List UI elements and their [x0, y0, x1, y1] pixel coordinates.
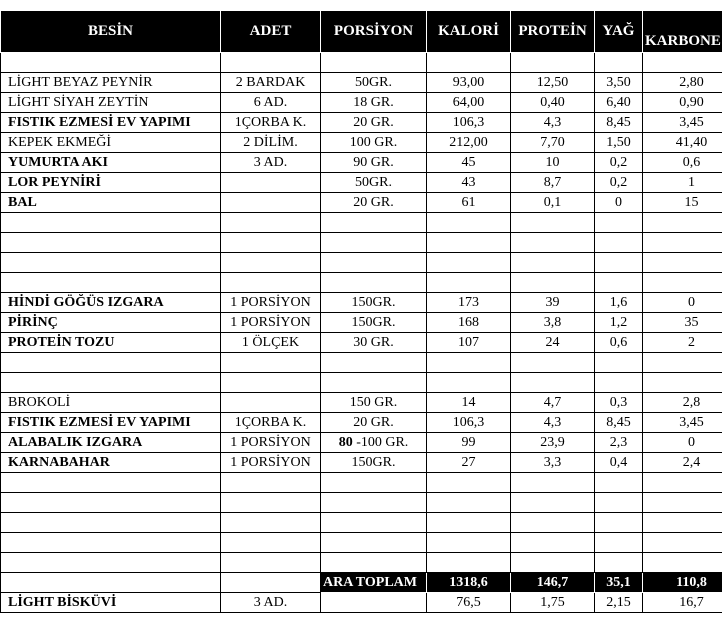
empty-cell: [643, 213, 722, 233]
empty-cell: [1, 493, 221, 513]
empty-cell: [321, 233, 427, 253]
food-kalori: 43: [427, 173, 511, 193]
food-karb: 3,45: [643, 113, 722, 133]
food-karb: 0,90: [643, 93, 722, 113]
food-protein: 23,9: [511, 433, 595, 453]
food-kalori: 76,5: [427, 593, 511, 613]
empty-cell: [511, 213, 595, 233]
food-porsiyon: 20 GR.: [321, 113, 427, 133]
food-adet: [221, 173, 321, 193]
food-yag: 1,6: [595, 293, 643, 313]
empty-cell: [321, 473, 427, 493]
header-protein: PROTEİN: [511, 11, 595, 53]
subtotal-kalori: 1318,6: [427, 573, 511, 593]
empty-cell: [321, 513, 427, 533]
empty-cell: [427, 253, 511, 273]
subtotal-protein: 146,7: [511, 573, 595, 593]
empty-cell: [221, 533, 321, 553]
food-protein: 4,3: [511, 113, 595, 133]
empty-cell: [221, 373, 321, 393]
empty-cell: [595, 53, 643, 73]
food-adet: 2 DİLİM.: [221, 133, 321, 153]
food-porsiyon: 100 GR.: [321, 133, 427, 153]
food-porsiyon: 90 GR.: [321, 153, 427, 173]
food-karb: 3,45: [643, 413, 722, 433]
empty-cell: [321, 533, 427, 553]
empty-cell: [511, 533, 595, 553]
subtotal-row: [1, 573, 722, 593]
food-adet: 3 AD.: [221, 593, 321, 613]
empty-cell: [221, 53, 321, 73]
food-kalori: 93,00: [427, 73, 511, 93]
food-adet: [221, 393, 321, 413]
empty-cell: [595, 533, 643, 553]
food-karb: 16,7: [643, 593, 722, 613]
empty-cell: [427, 53, 511, 73]
food-name: PİRİNÇ: [1, 313, 221, 333]
food-protein: 3,8: [511, 313, 595, 333]
table-row: [1, 133, 722, 153]
food-name: LİGHT BİSKÜVİ: [1, 593, 221, 613]
food-kalori: 106,3: [427, 113, 511, 133]
food-protein: 24: [511, 333, 595, 353]
food-adet: [221, 193, 321, 213]
table-row: [1, 453, 722, 473]
food-porsiyon: 150 GR.: [321, 393, 427, 413]
blank-row: [1, 253, 722, 273]
empty-cell: [511, 473, 595, 493]
food-name: BAL: [1, 193, 221, 213]
empty-cell: [427, 373, 511, 393]
header-adet: ADET: [221, 11, 321, 53]
empty-cell: [643, 553, 722, 573]
food-yag: 0: [595, 193, 643, 213]
porsiyon-bold-part: 80: [338, 435, 353, 450]
header-yag: YAĞ: [595, 11, 643, 53]
food-yag: 2,15: [595, 593, 643, 613]
table-row: [1, 393, 722, 413]
empty-cell: [321, 353, 427, 373]
empty-cell: [321, 253, 427, 273]
food-adet: 6 AD.: [221, 93, 321, 113]
food-protein: 0,1: [511, 193, 595, 213]
empty-cell: [643, 253, 722, 273]
table-row: [1, 173, 722, 193]
blank-row: [1, 273, 722, 293]
food-karb: 0: [643, 433, 722, 453]
empty-cell: [1, 473, 221, 493]
food-name: LİGHT SİYAH ZEYTİN: [1, 93, 221, 113]
empty-cell: [595, 373, 643, 393]
blank-row: [1, 373, 722, 393]
blank-row: [1, 533, 722, 553]
food-kalori: 45: [427, 153, 511, 173]
food-porsiyon: 20 GR.: [321, 413, 427, 433]
empty-cell: [321, 373, 427, 393]
food-yag: 0,6: [595, 333, 643, 353]
food-porsiyon: 18 GR.: [321, 93, 427, 113]
empty-cell: [595, 213, 643, 233]
subtotal-karb: 110,8: [643, 573, 722, 593]
empty-cell: [1, 553, 221, 573]
empty-cell: [1, 213, 221, 233]
food-karb: 41,40: [643, 133, 722, 153]
food-yag: 0,2: [595, 173, 643, 193]
food-adet: 1ÇORBA K.: [221, 413, 321, 433]
food-adet: 1 PORSİYON: [221, 313, 321, 333]
food-kalori: 27: [427, 453, 511, 473]
empty-cell: [511, 253, 595, 273]
food-yag: 6,40: [595, 93, 643, 113]
empty-cell: [595, 253, 643, 273]
food-karb: 2,4: [643, 453, 722, 473]
food-name: LOR PEYNİRİ: [1, 173, 221, 193]
food-protein: 10: [511, 153, 595, 173]
food-karb: 0: [643, 293, 722, 313]
empty-cell: [643, 233, 722, 253]
food-yag: 1,2: [595, 313, 643, 333]
food-name: YUMURTA AKI: [1, 153, 221, 173]
empty-cell: [1, 513, 221, 533]
food-karb: 1: [643, 173, 722, 193]
empty-cell: [643, 273, 722, 293]
empty-cell: [595, 473, 643, 493]
food-porsiyon: 150GR.: [321, 293, 427, 313]
empty-cell: [321, 213, 427, 233]
food-yag: 8,45: [595, 113, 643, 133]
food-kalori: 64,00: [427, 93, 511, 113]
food-porsiyon: [321, 433, 427, 453]
table-row: [1, 433, 722, 453]
food-adet: 1 PORSİYON: [221, 293, 321, 313]
empty-cell: [511, 273, 595, 293]
food-name: FISTIK EZMESİ EV YAPIMI: [1, 413, 221, 433]
empty-cell: [427, 493, 511, 513]
empty-cell: [595, 553, 643, 573]
empty-cell: [321, 493, 427, 513]
table-body: [1, 53, 722, 613]
food-protein: 4,7: [511, 393, 595, 413]
food-karb: 0,6: [643, 153, 722, 173]
empty-cell: [321, 553, 427, 573]
food-protein: 0,40: [511, 93, 595, 113]
empty-cell: [511, 353, 595, 373]
food-kalori: 106,3: [427, 413, 511, 433]
empty-cell: [595, 233, 643, 253]
empty-cell: [511, 553, 595, 573]
empty-cell: [427, 233, 511, 253]
food-adet: 1 ÖLÇEK: [221, 333, 321, 353]
empty-cell: [221, 233, 321, 253]
food-protein: 8,7: [511, 173, 595, 193]
food-yag: 0,2: [595, 153, 643, 173]
empty-cell: [427, 533, 511, 553]
empty-cell: [511, 233, 595, 253]
food-protein: 12,50: [511, 73, 595, 93]
empty-cell: [643, 373, 722, 393]
empty-cell: [427, 213, 511, 233]
food-adet: 3 AD.: [221, 153, 321, 173]
food-kalori: 168: [427, 313, 511, 333]
food-porsiyon: 30 GR.: [321, 333, 427, 353]
food-name: BROKOLİ: [1, 393, 221, 413]
food-adet: 1 PORSİYON: [221, 453, 321, 473]
empty-cell: [643, 533, 722, 553]
empty-cell: [1, 533, 221, 553]
empty-cell: [643, 353, 722, 373]
header-besin: BESİN: [1, 11, 221, 53]
empty-cell: [221, 493, 321, 513]
food-yag: 0,3: [595, 393, 643, 413]
food-kalori: 61: [427, 193, 511, 213]
food-porsiyon: 150GR.: [321, 453, 427, 473]
blank-row: [1, 493, 722, 513]
food-karb: 15: [643, 193, 722, 213]
empty-cell: [221, 253, 321, 273]
food-protein: 1,75: [511, 593, 595, 613]
food-kalori: 212,00: [427, 133, 511, 153]
empty-cell: [1, 53, 221, 73]
header-row: [1, 11, 722, 53]
food-name: LİGHT BEYAZ PEYNİR: [1, 73, 221, 93]
food-adet: 1 PORSİYON: [221, 433, 321, 453]
header-karbonhidrat: KARBONE: [643, 11, 722, 53]
table-row: [1, 593, 722, 613]
food-protein: 4,3: [511, 413, 595, 433]
empty-cell: [321, 273, 427, 293]
empty-cell: [427, 353, 511, 373]
header-porsiyon: PORSİYON: [321, 11, 427, 53]
table-row: [1, 113, 722, 133]
empty-cell: [643, 473, 722, 493]
empty-cell: [221, 513, 321, 533]
food-karb: 2: [643, 333, 722, 353]
nutrition-table: [0, 10, 722, 613]
empty-cell: [643, 513, 722, 533]
empty-cell: [511, 513, 595, 533]
blank-row: [1, 353, 722, 373]
table-row: [1, 153, 722, 173]
food-protein: 7,70: [511, 133, 595, 153]
empty-cell: [221, 353, 321, 373]
empty-cell: [1, 373, 221, 393]
empty-cell: [221, 573, 321, 593]
food-karb: 35: [643, 313, 722, 333]
food-name: FISTIK EZMESİ EV YAPIMI: [1, 113, 221, 133]
food-name: PROTEİN TOZU: [1, 333, 221, 353]
empty-cell: [511, 493, 595, 513]
food-porsiyon: 50GR.: [321, 173, 427, 193]
blank-row: [1, 53, 722, 73]
blank-row: [1, 473, 722, 493]
empty-cell: [1, 233, 221, 253]
food-adet: 2 BARDAK: [221, 73, 321, 93]
empty-cell: [511, 53, 595, 73]
empty-cell: [643, 493, 722, 513]
empty-cell: [595, 353, 643, 373]
empty-cell: [221, 273, 321, 293]
food-porsiyon: [321, 593, 427, 613]
food-karb: 2,8: [643, 393, 722, 413]
empty-cell: [427, 513, 511, 533]
empty-cell: [595, 513, 643, 533]
food-karb: 2,80: [643, 73, 722, 93]
subtotal-label: ARA TOPLAM: [321, 573, 427, 593]
table-row: [1, 193, 722, 213]
blank-row: [1, 513, 722, 533]
table-row: [1, 313, 722, 333]
food-yag: 8,45: [595, 413, 643, 433]
food-yag: 1,50: [595, 133, 643, 153]
empty-cell: [1, 253, 221, 273]
food-kalori: 99: [427, 433, 511, 453]
empty-cell: [221, 553, 321, 573]
empty-cell: [427, 553, 511, 573]
food-yag: 3,50: [595, 73, 643, 93]
empty-cell: [427, 473, 511, 493]
table-row: [1, 413, 722, 433]
empty-cell: [595, 493, 643, 513]
food-kalori: 107: [427, 333, 511, 353]
food-protein: 3,3: [511, 453, 595, 473]
empty-cell: [427, 273, 511, 293]
food-name: ALABALIK IZGARA: [1, 433, 221, 453]
food-yag: 0,4: [595, 453, 643, 473]
subtotal-yag: 35,1: [595, 573, 643, 593]
empty-cell: [221, 473, 321, 493]
blank-row: [1, 213, 722, 233]
food-yag: 2,3: [595, 433, 643, 453]
table-row: [1, 73, 722, 93]
food-porsiyon: 20 GR.: [321, 193, 427, 213]
table-row: [1, 93, 722, 113]
empty-cell: [1, 273, 221, 293]
food-kalori: 14: [427, 393, 511, 413]
porsiyon-rest-part: -100 GR.: [352, 435, 409, 450]
blank-row: [1, 553, 722, 573]
food-name: HİNDİ GÖĞÜS IZGARA: [1, 293, 221, 313]
food-kalori: 173: [427, 293, 511, 313]
table-row: [1, 293, 722, 313]
empty-cell: [221, 213, 321, 233]
table-row: [1, 333, 722, 353]
empty-cell: [643, 53, 722, 73]
empty-cell: [321, 53, 427, 73]
food-adet: 1ÇORBA K.: [221, 113, 321, 133]
empty-cell: [1, 573, 221, 593]
empty-cell: [511, 373, 595, 393]
food-porsiyon: 50GR.: [321, 73, 427, 93]
food-name: KEPEK EKMEĞİ: [1, 133, 221, 153]
food-protein: 39: [511, 293, 595, 313]
food-name: KARNABAHAR: [1, 453, 221, 473]
food-porsiyon: 150GR.: [321, 313, 427, 333]
header-kalori: KALORİ: [427, 11, 511, 53]
empty-cell: [1, 353, 221, 373]
empty-cell: [595, 273, 643, 293]
blank-row: [1, 233, 722, 253]
